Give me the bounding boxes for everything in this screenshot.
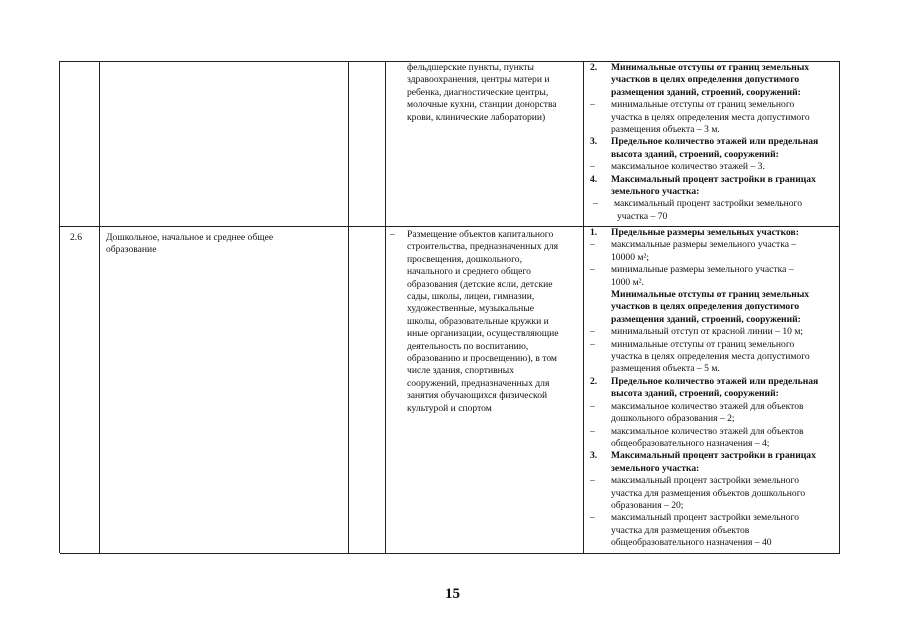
param-item bbox=[590, 339, 839, 376]
text-line: максимальные размеры земельного участка – bbox=[611, 239, 797, 251]
use-type-name bbox=[100, 62, 349, 226]
regulations-table bbox=[59, 61, 840, 553]
use-type-name bbox=[100, 227, 349, 553]
param-heading bbox=[590, 289, 839, 326]
text-line: участка для размещения объектов bbox=[611, 524, 750, 536]
column-divider bbox=[348, 62, 349, 553]
column-divider bbox=[385, 62, 386, 553]
text-line: участка – 70 bbox=[617, 210, 668, 222]
param-marker: – bbox=[590, 326, 595, 338]
text-line: участка в целях определения места допустимого bbox=[611, 351, 810, 363]
text-line: высота зданий, строений, сооружений: bbox=[611, 388, 779, 400]
text-line: крови, клинические лаборатории) bbox=[407, 111, 546, 123]
text-line: участков в целях определения допустимого bbox=[611, 74, 800, 86]
text-line: деятельность по воспитанию, bbox=[407, 340, 529, 352]
text-line: размещения зданий, строений, сооружений: bbox=[611, 313, 801, 325]
text-line: здравоохранения, центры матери и bbox=[407, 74, 550, 86]
param-heading bbox=[590, 227, 839, 239]
param-marker: – bbox=[590, 239, 595, 251]
text-line: сады, школы, лицеи, гимназии, bbox=[407, 291, 535, 303]
table-row bbox=[60, 62, 840, 227]
text-line: просвещения, дошкольного, bbox=[407, 253, 522, 265]
param-heading bbox=[590, 450, 839, 475]
text-line: Размещение объектов капитального bbox=[407, 229, 554, 240]
param-item bbox=[590, 326, 839, 338]
list-dash: – bbox=[390, 229, 395, 240]
text-line: максимальный процент застройки земельного bbox=[614, 198, 803, 210]
text-line: образованию и просвещению), в том bbox=[407, 353, 558, 365]
param-marker: – bbox=[593, 198, 598, 210]
text-line: минимальные отступы от границ земельного bbox=[611, 99, 795, 111]
text-line: общеобразовательного назначения – 4; bbox=[611, 437, 770, 449]
text-line: Предельное количество этажей или предельная bbox=[611, 375, 819, 387]
text-line: максимальное количество этажей – 3. bbox=[611, 161, 765, 173]
row-number: 2.6 bbox=[70, 232, 82, 243]
text-line: иные организации, осуществляющие bbox=[407, 328, 559, 340]
param-heading bbox=[590, 174, 839, 199]
parameters-cell bbox=[584, 62, 841, 226]
param-marker: 1. bbox=[590, 227, 598, 238]
empty-cell bbox=[349, 62, 386, 226]
param-item bbox=[590, 426, 839, 451]
text-line: размещения объекта – 5 м. bbox=[611, 363, 720, 375]
column-divider bbox=[839, 62, 840, 553]
row-number bbox=[60, 62, 100, 226]
text-line: участков в целях определения допустимого bbox=[611, 301, 800, 313]
text-line: размещения зданий, строений, сооружений: bbox=[611, 86, 801, 98]
param-marker: – bbox=[590, 425, 595, 437]
text-line: максимальное количество этажей для объектов bbox=[611, 425, 804, 437]
param-marker: – bbox=[590, 475, 595, 487]
text-line: высота зданий, строений, сооружений: bbox=[611, 148, 779, 160]
param-marker: – bbox=[590, 99, 595, 111]
text-line: Предельное количество этажей или предельная bbox=[611, 136, 819, 148]
param-marker: 3. bbox=[590, 450, 598, 462]
text-line: дошкольного образования – 2; bbox=[611, 413, 735, 425]
text-line: Дошкольное, начальное и среднее общее bbox=[106, 232, 274, 243]
text-line: школы, образовательные кружки и bbox=[407, 315, 549, 327]
param-heading bbox=[590, 376, 839, 401]
text-line: числе здания, спортивных bbox=[407, 365, 514, 377]
text-line: строительства, предназначенных для bbox=[407, 241, 559, 253]
table-row bbox=[60, 227, 840, 554]
param-marker: – bbox=[590, 338, 595, 350]
param-marker: – bbox=[590, 400, 595, 412]
text-line: Максимальный процент застройки в границах bbox=[611, 450, 816, 462]
use-description bbox=[386, 62, 584, 226]
page-number: 15 bbox=[445, 586, 460, 602]
text-line: 10000 м²; bbox=[611, 251, 649, 263]
text-line: 1000 м². bbox=[611, 276, 644, 288]
text-line: максимальный процент застройки земельного bbox=[611, 512, 800, 524]
param-item bbox=[590, 475, 839, 512]
text-line: размещения объекта – 3 м. bbox=[611, 124, 720, 136]
column-divider bbox=[583, 62, 584, 553]
param-item bbox=[590, 401, 839, 426]
text-line: художественные, музыкальные bbox=[407, 303, 534, 315]
param-marker: – bbox=[590, 512, 595, 524]
text-line: максимальный процент застройки земельного bbox=[611, 475, 800, 487]
param-item bbox=[590, 198, 839, 223]
text-line: ребенка, диагностические центры, bbox=[407, 86, 549, 98]
text-line: начального и среднего общего bbox=[407, 266, 531, 278]
param-item bbox=[590, 161, 839, 173]
param-marker: 4. bbox=[590, 173, 598, 185]
param-marker: – bbox=[590, 161, 595, 173]
text-line: минимальные отступы от границ земельного bbox=[611, 338, 795, 350]
param-marker: 2. bbox=[590, 375, 598, 387]
parameters-cell bbox=[584, 227, 841, 553]
text-line: Максимальный процент застройки в границах bbox=[611, 173, 816, 185]
use-description bbox=[386, 227, 584, 553]
text-line: участка для размещения объектов дошкольного bbox=[611, 487, 806, 499]
text-line: Минимальные отступы от границ земельных bbox=[611, 62, 810, 73]
text-line: образование bbox=[106, 244, 157, 256]
param-marker: 3. bbox=[590, 136, 598, 148]
text-line: Предельные размеры земельных участков: bbox=[611, 227, 799, 238]
param-heading bbox=[590, 62, 839, 99]
text-line: сооружений, предназначенных для bbox=[407, 377, 550, 389]
empty-cell bbox=[349, 227, 386, 553]
param-marker: 2. bbox=[590, 62, 598, 73]
param-item bbox=[590, 99, 839, 136]
param-heading bbox=[590, 136, 839, 161]
text-line: занятия обучающихся физической bbox=[407, 390, 548, 402]
text-line: фельдшерские пункты, пункты bbox=[407, 62, 534, 73]
param-item bbox=[590, 239, 839, 264]
text-line: культурой и спортом bbox=[407, 402, 492, 414]
param-item bbox=[590, 264, 839, 289]
text-line: образования (детские ясли, детские bbox=[407, 278, 553, 290]
text-line: молочные кухни, станции донорства bbox=[407, 99, 557, 111]
text-line: общеобразовательного назначения – 40 bbox=[611, 537, 772, 549]
use-list-item bbox=[390, 229, 580, 241]
text-line: минимальные размеры земельного участка – bbox=[611, 264, 794, 276]
text-line: максимальное количество этажей для объектов bbox=[611, 400, 804, 412]
text-line: участка в целях определения места допустимого bbox=[611, 111, 810, 123]
text-line: Минимальные отступы от границ земельных bbox=[611, 289, 810, 301]
text-line: земельного участка: bbox=[611, 186, 700, 198]
column-divider bbox=[99, 62, 100, 553]
param-marker: – bbox=[590, 264, 595, 276]
text-line: земельного участка: bbox=[611, 462, 700, 474]
param-item bbox=[590, 512, 839, 549]
text-line: минимальный отступ от красной линии – 10 м; bbox=[611, 326, 804, 338]
text-line: образования – 20; bbox=[611, 499, 684, 511]
